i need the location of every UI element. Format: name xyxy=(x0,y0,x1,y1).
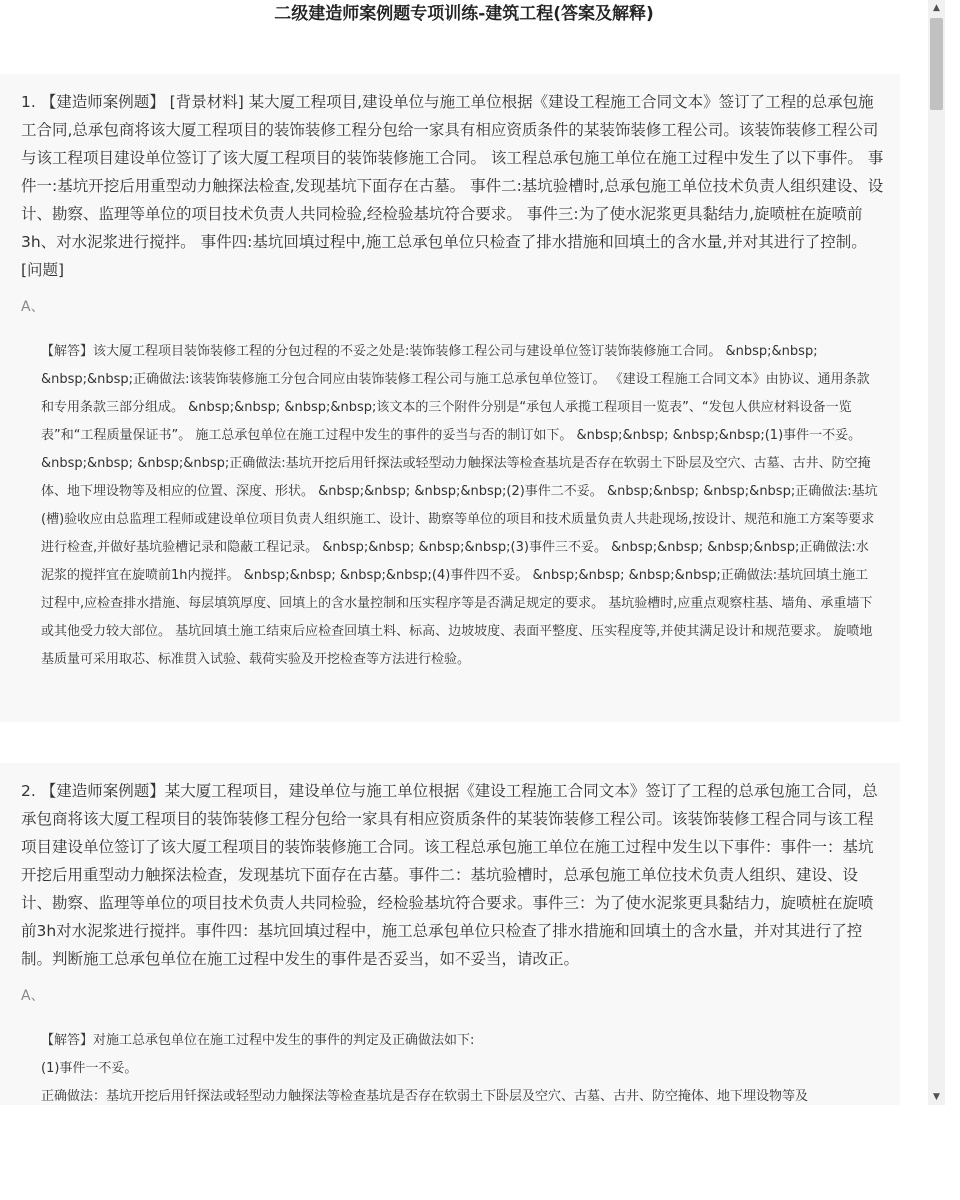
scroll-thumb[interactable] xyxy=(930,18,943,110)
page-title: 二级建造师案例题专项训练-建筑工程(答案及解释) xyxy=(274,4,654,24)
vertical-scrollbar[interactable] xyxy=(928,0,945,1105)
question-card-1 xyxy=(0,74,900,722)
scroll-up-arrow-icon[interactable]: ▲ xyxy=(933,3,940,13)
question-text xyxy=(21,777,886,973)
scroll-down-arrow-icon[interactable]: ▼ xyxy=(933,1092,940,1102)
solution-text xyxy=(41,1027,881,1105)
solution-line: 【解答】对施工总承包单位在施工过程中发生的事件的判定及正确做法如下: xyxy=(41,1033,475,1048)
question-number: 1. xyxy=(21,93,36,111)
question-number: 2. xyxy=(21,782,36,800)
question-body: 【建造师案例题】 [背景材料] 某大厦工程项目,建设单位与施工单位根据《建设工程施工合同文本》签订了工程的总承包施工合同,总承包商将该大厦工程项目的装饰装修工程分包给一家具有相应资质条件的某装饰装修工程公司。该装饰装修工程公司与该工程项目建设单位签订了该大厦工程项目的装饰装修施工合同。 该工程总承包施工单位在施工过程中发生了以下事件。 事件一:基坑开挖后用重型动力触探法检查,发现基坑下面存在古墓。 事件二:基坑验槽时,总承包施工单位技术负责人组织建设、设计、勘察、监理等单位的项目技术负责人共同检验,经检验基坑符合要求。 事件三:为了使水泥浆更具黏结力,旋喷桩在旋喷前3h、对水泥浆进行搅拌。 事件四:基坑回填过程中,施工总承包单位只检查了排水措施和回填土的含水量,并对其进行了控制。 [问题] xyxy=(21,93,884,279)
answer-label: A、 xyxy=(21,299,45,315)
answer-label: A、 xyxy=(21,988,45,1004)
question-card-2 xyxy=(0,763,900,1105)
question-body: 【建造师案例题】某大厦工程项目，建设单位与施工单位根据《建设工程施工合同文本》签订了工程的总承包施工合同，总承包商将该大厦工程项目的装饰装修工程分包给一家具有相应资质条件的某装饰装修工程公司。该装饰装修工程合同与该工程项目建设单位签订了该大厦工程项目的装饰装修施工合同。该工程总承包施工单位在施工过程中发生以下事件：事件一：基坑开挖后用重型动力触探法检查，发现基坑下面存在古墓。事件二：基坑验槽时，总承包施工单位技术负责人组织、建设、设计、勘察、监理等单位的项目技术负责人共同检验，经检验基坑符合要求。事件三：为了使水泥浆更具黏结力，旋喷桩在旋喷前3h对水泥浆进行搅拌。事件四：基坑回填过程中，施工总承包单位只检查了排水措施和回填土的含水量，并对其进行了控制。判断施工总承包单位在施工过程中发生的事件是否妥当，如不妥当，请改正。 xyxy=(21,782,878,968)
solution-line: (1)事件一不妥。 xyxy=(41,1061,138,1076)
question-text xyxy=(21,88,886,284)
solution-line: 正确做法：基坑开挖后用钎探法或轻型动力触探法等检查基坑是否存在软弱土下卧层及空穴、古墓、古井、防空掩体、地下埋设物等及 xyxy=(41,1089,809,1104)
solution-text: 【解答】该大厦工程项目装饰装修工程的分包过程的不妥之处是:装饰装修工程公司与建设单位签订装饰装修施工合同。 &nbsp;&nbsp; &nbsp;&nbsp;正确做法:该装饰装修施工分包合同应由装饰装修工程公司与施工总承包单位签订。 《建设工程施工合同文本》由协议、通用条款和专用条款三部分组成。 &nbsp;&nbsp; &nbsp;&nbsp;该文本的三个附件分别是“承包人承揽工程项目一览表”、“发包人供应材料设备一览表”和“工程质量保证书”。 施工总承包单位在施工过程中发生的事件的妥当与否的制订如下。 &nbsp;&nbsp; &nbsp;&nbsp;(1)事件一不妥。 &nbsp;&nbsp; &nbsp;&nbsp;正确做法:基坑开挖后用钎探法或轻型动力触探法等检查基坑是否存在软弱土下卧层及空穴、古墓、古井、防空掩体、地下埋设物等及相应的位置、深度、形状。 &nbsp;&nbsp; &nbsp;&nbsp;(2)事件二不妥。 &nbsp;&nbsp; &nbsp;&nbsp;正确做法:基坑(槽)验收应由总监理工程师或建设单位项目负责人组织施工、设计、勘察等单位的项目和技术质量负责人共赴现场,按设计、规范和施工方案等要求进行检查,并做好基坑验槽记录和隐蔽工程记录。 &nbsp;&nbsp; &nbsp;&nbsp;(3)事件三不妥。 &nbsp;&nbsp; &nbsp;&nbsp;正确做法:水泥浆的搅拌宜在旋喷前1h内搅拌。 &nbsp;&nbsp; &nbsp;&nbsp;(4)事件四不妥。 &nbsp;&nbsp; &nbsp;&nbsp;正确做法:基坑回填土施工过程中,应检查排水措施、每层填筑厚度、回填上的含水量控制和压实程序等是否满足规定的要求。 基坑验槽时,应重点观察柱基、墙角、承重墙下或其他受力较大部位。 基坑回填土施工结束后应检查回填土料、标高、边坡坡度、表面平整度、压实程度等,并使其满足设计和规范要求。 旋喷地基质量可采用取芯、标准贯入试验、载荷实验及开挖检查等方法进行检验。 xyxy=(41,344,878,667)
